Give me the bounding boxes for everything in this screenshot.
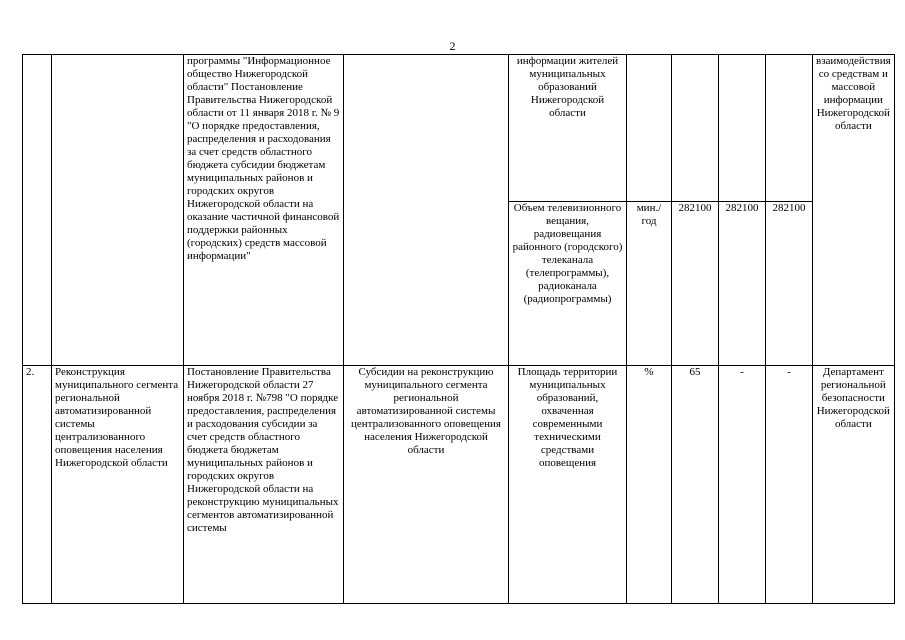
cell-responsible-continued: взаимодействия со средствам и массовой информации Нижегородской области [813, 55, 895, 366]
cell-value-c-empty [766, 55, 813, 202]
cell-name-empty [52, 55, 184, 366]
cell-indicator-1: информации жителей муниципальных образований Нижегородской области [509, 55, 627, 202]
cell-legal-basis-continued [184, 55, 344, 366]
table-row-continued-top [23, 55, 895, 202]
cell-subsidy-empty [344, 55, 509, 366]
cell-value-b-empty [719, 55, 766, 202]
cell-legal-basis: Постановление Правительства Нижегородской области 27 ноября 2018 г. №798 "О порядке предоставления, распределения и расходования субсидии за счет средств областного бюджета бюджетам муниципальных районов и городских округов Нижегородской области на реконструкцию муниципальных сегментов автоматизированной системы [184, 366, 344, 604]
cell-value-b: - [719, 366, 766, 604]
cell-unit-empty [627, 55, 672, 202]
cell-indicator-2: Объем телевизионного вещания, радиовещания районного (городского) телеканала (телепрограммы), радиоканала (радиопрограммы) [509, 202, 627, 366]
table-row-2 [23, 366, 895, 604]
measures-table [22, 54, 895, 604]
cell-subsidy: Субсидии на реконструкцию муниципального сегмента региональной автоматизированной системы централизованного оповещения населения Нижегородской области [344, 366, 509, 604]
cell-value-c: 282100 [766, 202, 813, 366]
cell-measure-name: Реконструкция муниципального сегмента региональной автоматизированной системы централизованного оповещения населения Нижегородской области [52, 366, 184, 604]
cell-unit: % [627, 366, 672, 604]
cell-value-a: 282100 [672, 202, 719, 366]
cell-responsible: Департамент региональной безопасности Нижегородской области [813, 366, 895, 604]
cell-indicator: Площадь территории муниципальных образований, охваченная современными техническими средствами оповещения [509, 366, 627, 604]
cell-number-empty [23, 55, 52, 366]
cell-value-b: 282100 [719, 202, 766, 366]
cell-unit-2: мин./ год [627, 202, 672, 366]
cell-value-c: - [766, 366, 813, 604]
cell-value-a: 65 [672, 366, 719, 604]
page-number: 2 [449, 39, 456, 53]
legal-basis-text: программы "Информационное общество Нижегородской области" Постановление Правительства Нижегородской области от 11 января 2018 г. № 9 "О порядке предоставления, распределения и расходования за счет средств областного бюджета субсидии бюджетам муниципальных районов и городских округов Нижегородской области на оказание частичной финансовой поддержки районных (городских) средств массовой информации" [187, 55, 340, 262]
cell-value-a-empty [672, 55, 719, 202]
cell-row-number: 2. [23, 366, 52, 604]
